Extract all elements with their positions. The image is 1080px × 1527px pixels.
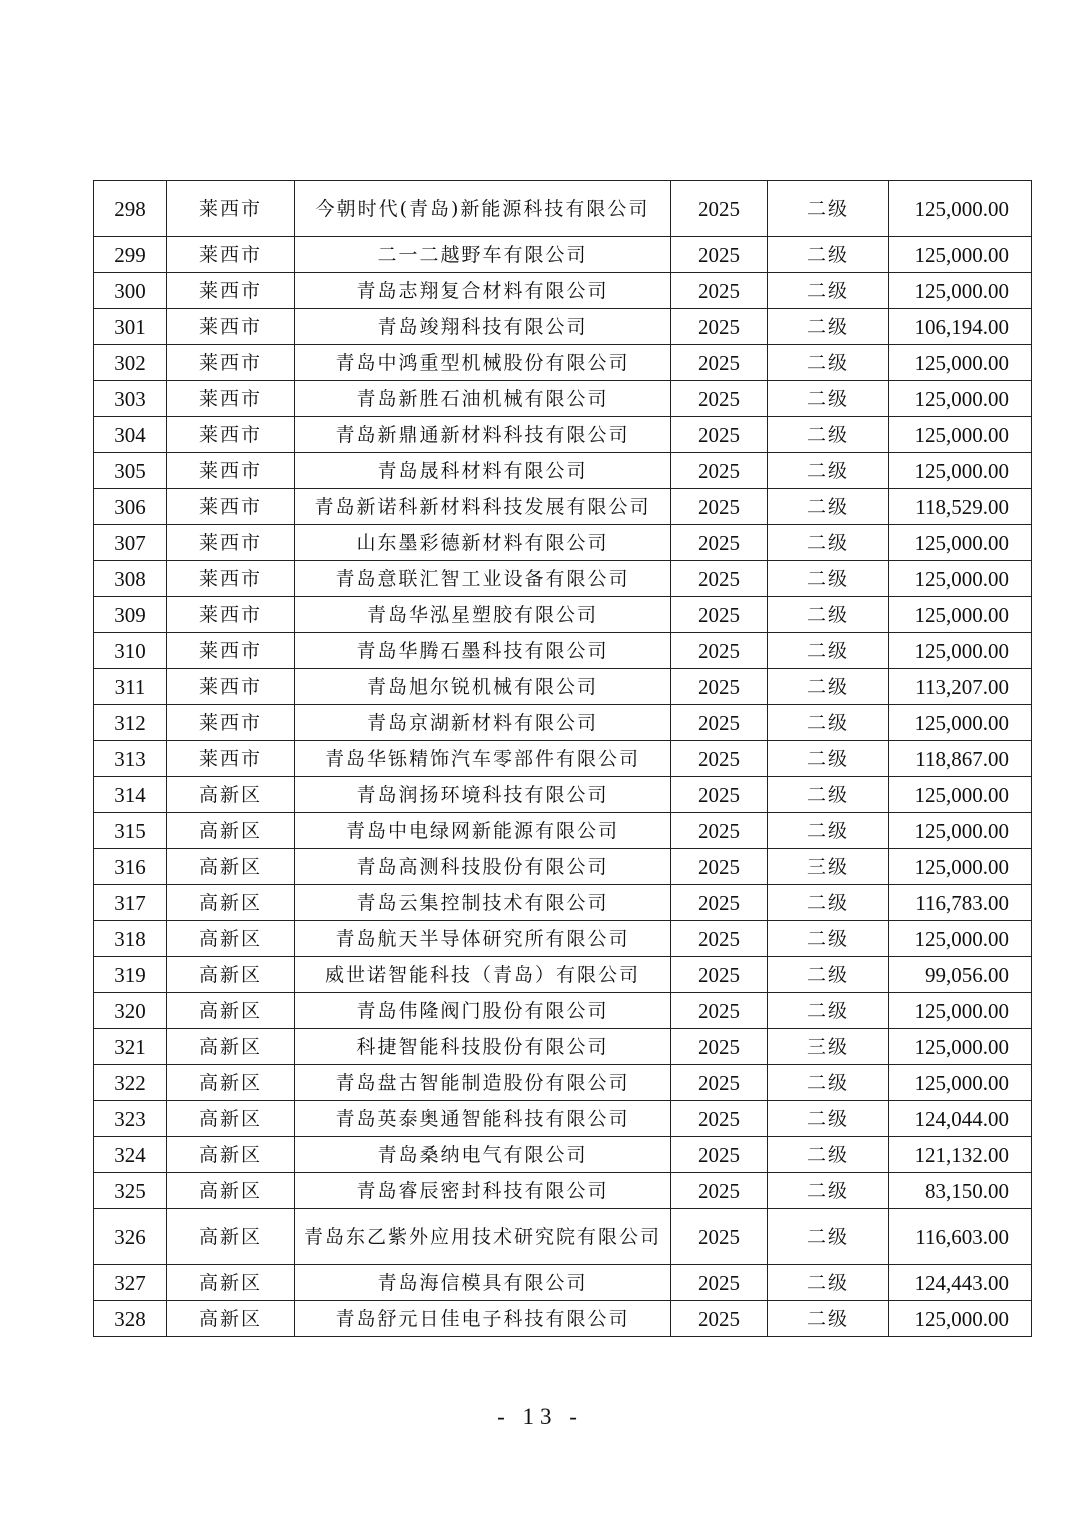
table-row	[94, 1265, 1032, 1301]
district-cell: 莱西市	[167, 597, 295, 633]
year-cell: 2025	[671, 525, 768, 561]
level-cell: 二级	[768, 561, 889, 597]
year-cell: 2025	[671, 1173, 768, 1209]
level-cell: 三级	[768, 1029, 889, 1065]
level-cell: 二级	[768, 345, 889, 381]
year-cell: 2025	[671, 1029, 768, 1065]
row-number: 315	[94, 813, 167, 849]
amount-cell: 125,000.00	[889, 597, 1032, 633]
level-cell: 二级	[768, 885, 889, 921]
table-row	[94, 1065, 1032, 1101]
table-row	[94, 1029, 1032, 1065]
level-cell: 二级	[768, 309, 889, 345]
row-number: 323	[94, 1101, 167, 1137]
level-cell: 二级	[768, 1065, 889, 1101]
district-cell: 高新区	[167, 1101, 295, 1137]
amount-cell: 106,194.00	[889, 309, 1032, 345]
year-cell: 2025	[671, 597, 768, 633]
row-number: 304	[94, 417, 167, 453]
district-cell: 高新区	[167, 1301, 295, 1337]
level-cell: 二级	[768, 669, 889, 705]
company-name-cell: 青岛桑纳电气有限公司	[295, 1137, 671, 1173]
year-cell: 2025	[671, 273, 768, 309]
amount-cell: 125,000.00	[889, 561, 1032, 597]
row-number: 322	[94, 1065, 167, 1101]
table-row	[94, 1173, 1032, 1209]
district-cell: 高新区	[167, 957, 295, 993]
district-cell: 莱西市	[167, 525, 295, 561]
row-number: 314	[94, 777, 167, 813]
table-row	[94, 181, 1032, 237]
district-cell: 高新区	[167, 885, 295, 921]
year-cell: 2025	[671, 1209, 768, 1265]
district-cell: 高新区	[167, 849, 295, 885]
amount-cell: 118,867.00	[889, 741, 1032, 777]
row-number: 327	[94, 1265, 167, 1301]
company-name-cell: 青岛中电绿网新能源有限公司	[295, 813, 671, 849]
district-cell: 莱西市	[167, 273, 295, 309]
row-number: 305	[94, 453, 167, 489]
row-number: 299	[94, 237, 167, 273]
row-number: 316	[94, 849, 167, 885]
level-cell: 二级	[768, 525, 889, 561]
year-cell: 2025	[671, 1137, 768, 1173]
district-cell: 莱西市	[167, 345, 295, 381]
table-row	[94, 993, 1032, 1029]
row-number: 326	[94, 1209, 167, 1265]
level-cell: 二级	[768, 381, 889, 417]
district-cell: 莱西市	[167, 381, 295, 417]
district-cell: 莱西市	[167, 309, 295, 345]
row-number: 313	[94, 741, 167, 777]
level-cell: 二级	[768, 777, 889, 813]
company-name-cell: 青岛高测科技股份有限公司	[295, 849, 671, 885]
year-cell: 2025	[671, 1265, 768, 1301]
amount-cell: 125,000.00	[889, 849, 1032, 885]
level-cell: 二级	[768, 957, 889, 993]
year-cell: 2025	[671, 381, 768, 417]
row-number: 325	[94, 1173, 167, 1209]
year-cell: 2025	[671, 957, 768, 993]
district-cell: 莱西市	[167, 561, 295, 597]
company-name-cell: 青岛新鼎通新材料科技有限公司	[295, 417, 671, 453]
level-cell: 二级	[768, 1137, 889, 1173]
subsidy-table	[93, 180, 1032, 1337]
company-name-cell: 青岛华泓星塑胶有限公司	[295, 597, 671, 633]
amount-cell: 125,000.00	[889, 525, 1032, 561]
row-number: 303	[94, 381, 167, 417]
district-cell: 莱西市	[167, 705, 295, 741]
district-cell: 高新区	[167, 777, 295, 813]
year-cell: 2025	[671, 489, 768, 525]
year-cell: 2025	[671, 669, 768, 705]
table-row	[94, 597, 1032, 633]
row-number: 306	[94, 489, 167, 525]
level-cell: 二级	[768, 453, 889, 489]
level-cell: 二级	[768, 921, 889, 957]
table-row	[94, 633, 1032, 669]
year-cell: 2025	[671, 993, 768, 1029]
table-row	[94, 309, 1032, 345]
table-row	[94, 561, 1032, 597]
row-number: 310	[94, 633, 167, 669]
level-cell: 二级	[768, 1209, 889, 1265]
level-cell: 三级	[768, 849, 889, 885]
company-name-cell: 青岛海信模具有限公司	[295, 1265, 671, 1301]
table-row	[94, 417, 1032, 453]
company-name-cell: 威世诺智能科技（青岛）有限公司	[295, 957, 671, 993]
table-row	[94, 345, 1032, 381]
year-cell: 2025	[671, 181, 768, 237]
amount-cell: 121,132.00	[889, 1137, 1032, 1173]
amount-cell: 125,000.00	[889, 417, 1032, 453]
year-cell: 2025	[671, 453, 768, 489]
year-cell: 2025	[671, 633, 768, 669]
amount-cell: 116,603.00	[889, 1209, 1032, 1265]
year-cell: 2025	[671, 813, 768, 849]
row-number: 328	[94, 1301, 167, 1337]
table-body	[94, 181, 1032, 1337]
year-cell: 2025	[671, 885, 768, 921]
district-cell: 高新区	[167, 921, 295, 957]
amount-cell: 125,000.00	[889, 1065, 1032, 1101]
company-name-cell: 青岛新胜石油机械有限公司	[295, 381, 671, 417]
district-cell: 高新区	[167, 1065, 295, 1101]
district-cell: 高新区	[167, 993, 295, 1029]
level-cell: 二级	[768, 489, 889, 525]
row-number: 324	[94, 1137, 167, 1173]
year-cell: 2025	[671, 1101, 768, 1137]
table-row	[94, 1209, 1032, 1265]
level-cell: 二级	[768, 181, 889, 237]
district-cell: 莱西市	[167, 741, 295, 777]
level-cell: 二级	[768, 417, 889, 453]
row-number: 298	[94, 181, 167, 237]
company-name-cell: 青岛盘古智能制造股份有限公司	[295, 1065, 671, 1101]
row-number: 309	[94, 597, 167, 633]
row-number: 319	[94, 957, 167, 993]
amount-cell: 125,000.00	[889, 181, 1032, 237]
company-name-cell: 青岛航天半导体研究所有限公司	[295, 921, 671, 957]
company-name-cell: 青岛新诺科新材料科技发展有限公司	[295, 489, 671, 525]
company-name-cell: 青岛晟科材料有限公司	[295, 453, 671, 489]
row-number: 312	[94, 705, 167, 741]
district-cell: 莱西市	[167, 237, 295, 273]
amount-cell: 118,529.00	[889, 489, 1032, 525]
row-number: 320	[94, 993, 167, 1029]
amount-cell: 99,056.00	[889, 957, 1032, 993]
amount-cell: 125,000.00	[889, 345, 1032, 381]
table-row	[94, 1137, 1032, 1173]
table-row	[94, 1101, 1032, 1137]
row-number: 321	[94, 1029, 167, 1065]
year-cell: 2025	[671, 237, 768, 273]
year-cell: 2025	[671, 777, 768, 813]
district-cell: 高新区	[167, 1265, 295, 1301]
amount-cell: 125,000.00	[889, 633, 1032, 669]
district-cell: 莱西市	[167, 669, 295, 705]
district-cell: 莱西市	[167, 453, 295, 489]
amount-cell: 125,000.00	[889, 381, 1032, 417]
amount-cell: 125,000.00	[889, 453, 1032, 489]
row-number: 300	[94, 273, 167, 309]
level-cell: 二级	[768, 597, 889, 633]
district-cell: 高新区	[167, 813, 295, 849]
company-name-cell: 青岛意联汇智工业设备有限公司	[295, 561, 671, 597]
row-number: 302	[94, 345, 167, 381]
company-name-cell: 青岛华铄精饰汽车零部件有限公司	[295, 741, 671, 777]
row-number: 301	[94, 309, 167, 345]
table-row	[94, 237, 1032, 273]
district-cell: 高新区	[167, 1029, 295, 1065]
amount-cell: 124,044.00	[889, 1101, 1032, 1137]
level-cell: 二级	[768, 273, 889, 309]
company-name-cell: 青岛睿辰密封科技有限公司	[295, 1173, 671, 1209]
row-number: 318	[94, 921, 167, 957]
table-row	[94, 1301, 1032, 1337]
table-row	[94, 705, 1032, 741]
company-name-cell: 青岛伟隆阀门股份有限公司	[295, 993, 671, 1029]
level-cell: 二级	[768, 633, 889, 669]
company-name-cell: 科捷智能科技股份有限公司	[295, 1029, 671, 1065]
district-cell: 高新区	[167, 1173, 295, 1209]
company-name-cell: 青岛华腾石墨科技有限公司	[295, 633, 671, 669]
table-row	[94, 921, 1032, 957]
level-cell: 二级	[768, 813, 889, 849]
company-name-cell: 山东墨彩德新材料有限公司	[295, 525, 671, 561]
level-cell: 二级	[768, 993, 889, 1029]
table-row	[94, 669, 1032, 705]
level-cell: 二级	[768, 705, 889, 741]
company-name-cell: 二一二越野车有限公司	[295, 237, 671, 273]
company-name-cell: 今朝时代(青岛)新能源科技有限公司	[295, 181, 671, 237]
row-number: 311	[94, 669, 167, 705]
amount-cell: 125,000.00	[889, 813, 1032, 849]
table-row	[94, 849, 1032, 885]
district-cell: 高新区	[167, 1137, 295, 1173]
row-number: 307	[94, 525, 167, 561]
amount-cell: 124,443.00	[889, 1265, 1032, 1301]
table-row	[94, 525, 1032, 561]
level-cell: 二级	[768, 741, 889, 777]
page-number: - 13 -	[497, 1404, 583, 1429]
table-row	[94, 777, 1032, 813]
year-cell: 2025	[671, 561, 768, 597]
district-cell: 高新区	[167, 1209, 295, 1265]
district-cell: 莱西市	[167, 417, 295, 453]
district-cell: 莱西市	[167, 489, 295, 525]
amount-cell: 125,000.00	[889, 921, 1032, 957]
level-cell: 二级	[768, 237, 889, 273]
level-cell: 二级	[768, 1301, 889, 1337]
year-cell: 2025	[671, 1065, 768, 1101]
table-row	[94, 885, 1032, 921]
year-cell: 2025	[671, 1301, 768, 1337]
company-name-cell: 青岛润扬环境科技有限公司	[295, 777, 671, 813]
year-cell: 2025	[671, 417, 768, 453]
company-name-cell: 青岛竣翔科技有限公司	[295, 309, 671, 345]
row-number: 308	[94, 561, 167, 597]
company-name-cell: 青岛云集控制技术有限公司	[295, 885, 671, 921]
amount-cell: 125,000.00	[889, 1301, 1032, 1337]
amount-cell: 125,000.00	[889, 237, 1032, 273]
table-row	[94, 741, 1032, 777]
amount-cell: 113,207.00	[889, 669, 1032, 705]
level-cell: 二级	[768, 1265, 889, 1301]
company-name-cell: 青岛东乙紫外应用技术研究院有限公司	[295, 1209, 671, 1265]
company-name-cell: 青岛志翔复合材料有限公司	[295, 273, 671, 309]
company-name-cell: 青岛中鸿重型机械股份有限公司	[295, 345, 671, 381]
table-row	[94, 489, 1032, 525]
amount-cell: 125,000.00	[889, 705, 1032, 741]
amount-cell: 125,000.00	[889, 777, 1032, 813]
year-cell: 2025	[671, 741, 768, 777]
company-name-cell: 青岛旭尔锐机械有限公司	[295, 669, 671, 705]
level-cell: 二级	[768, 1173, 889, 1209]
level-cell: 二级	[768, 1101, 889, 1137]
table-row	[94, 453, 1032, 489]
year-cell: 2025	[671, 309, 768, 345]
table-row	[94, 957, 1032, 993]
year-cell: 2025	[671, 849, 768, 885]
year-cell: 2025	[671, 345, 768, 381]
amount-cell: 116,783.00	[889, 885, 1032, 921]
year-cell: 2025	[671, 921, 768, 957]
amount-cell: 125,000.00	[889, 993, 1032, 1029]
amount-cell: 83,150.00	[889, 1173, 1032, 1209]
table-row	[94, 381, 1032, 417]
company-name-cell: 青岛舒元日佳电子科技有限公司	[295, 1301, 671, 1337]
company-name-cell: 青岛英泰奥通智能科技有限公司	[295, 1101, 671, 1137]
district-cell: 莱西市	[167, 181, 295, 237]
amount-cell: 125,000.00	[889, 1029, 1032, 1065]
table-row	[94, 273, 1032, 309]
amount-cell: 125,000.00	[889, 273, 1032, 309]
company-name-cell: 青岛京湖新材料有限公司	[295, 705, 671, 741]
district-cell: 莱西市	[167, 633, 295, 669]
table-row	[94, 813, 1032, 849]
row-number: 317	[94, 885, 167, 921]
year-cell: 2025	[671, 705, 768, 741]
